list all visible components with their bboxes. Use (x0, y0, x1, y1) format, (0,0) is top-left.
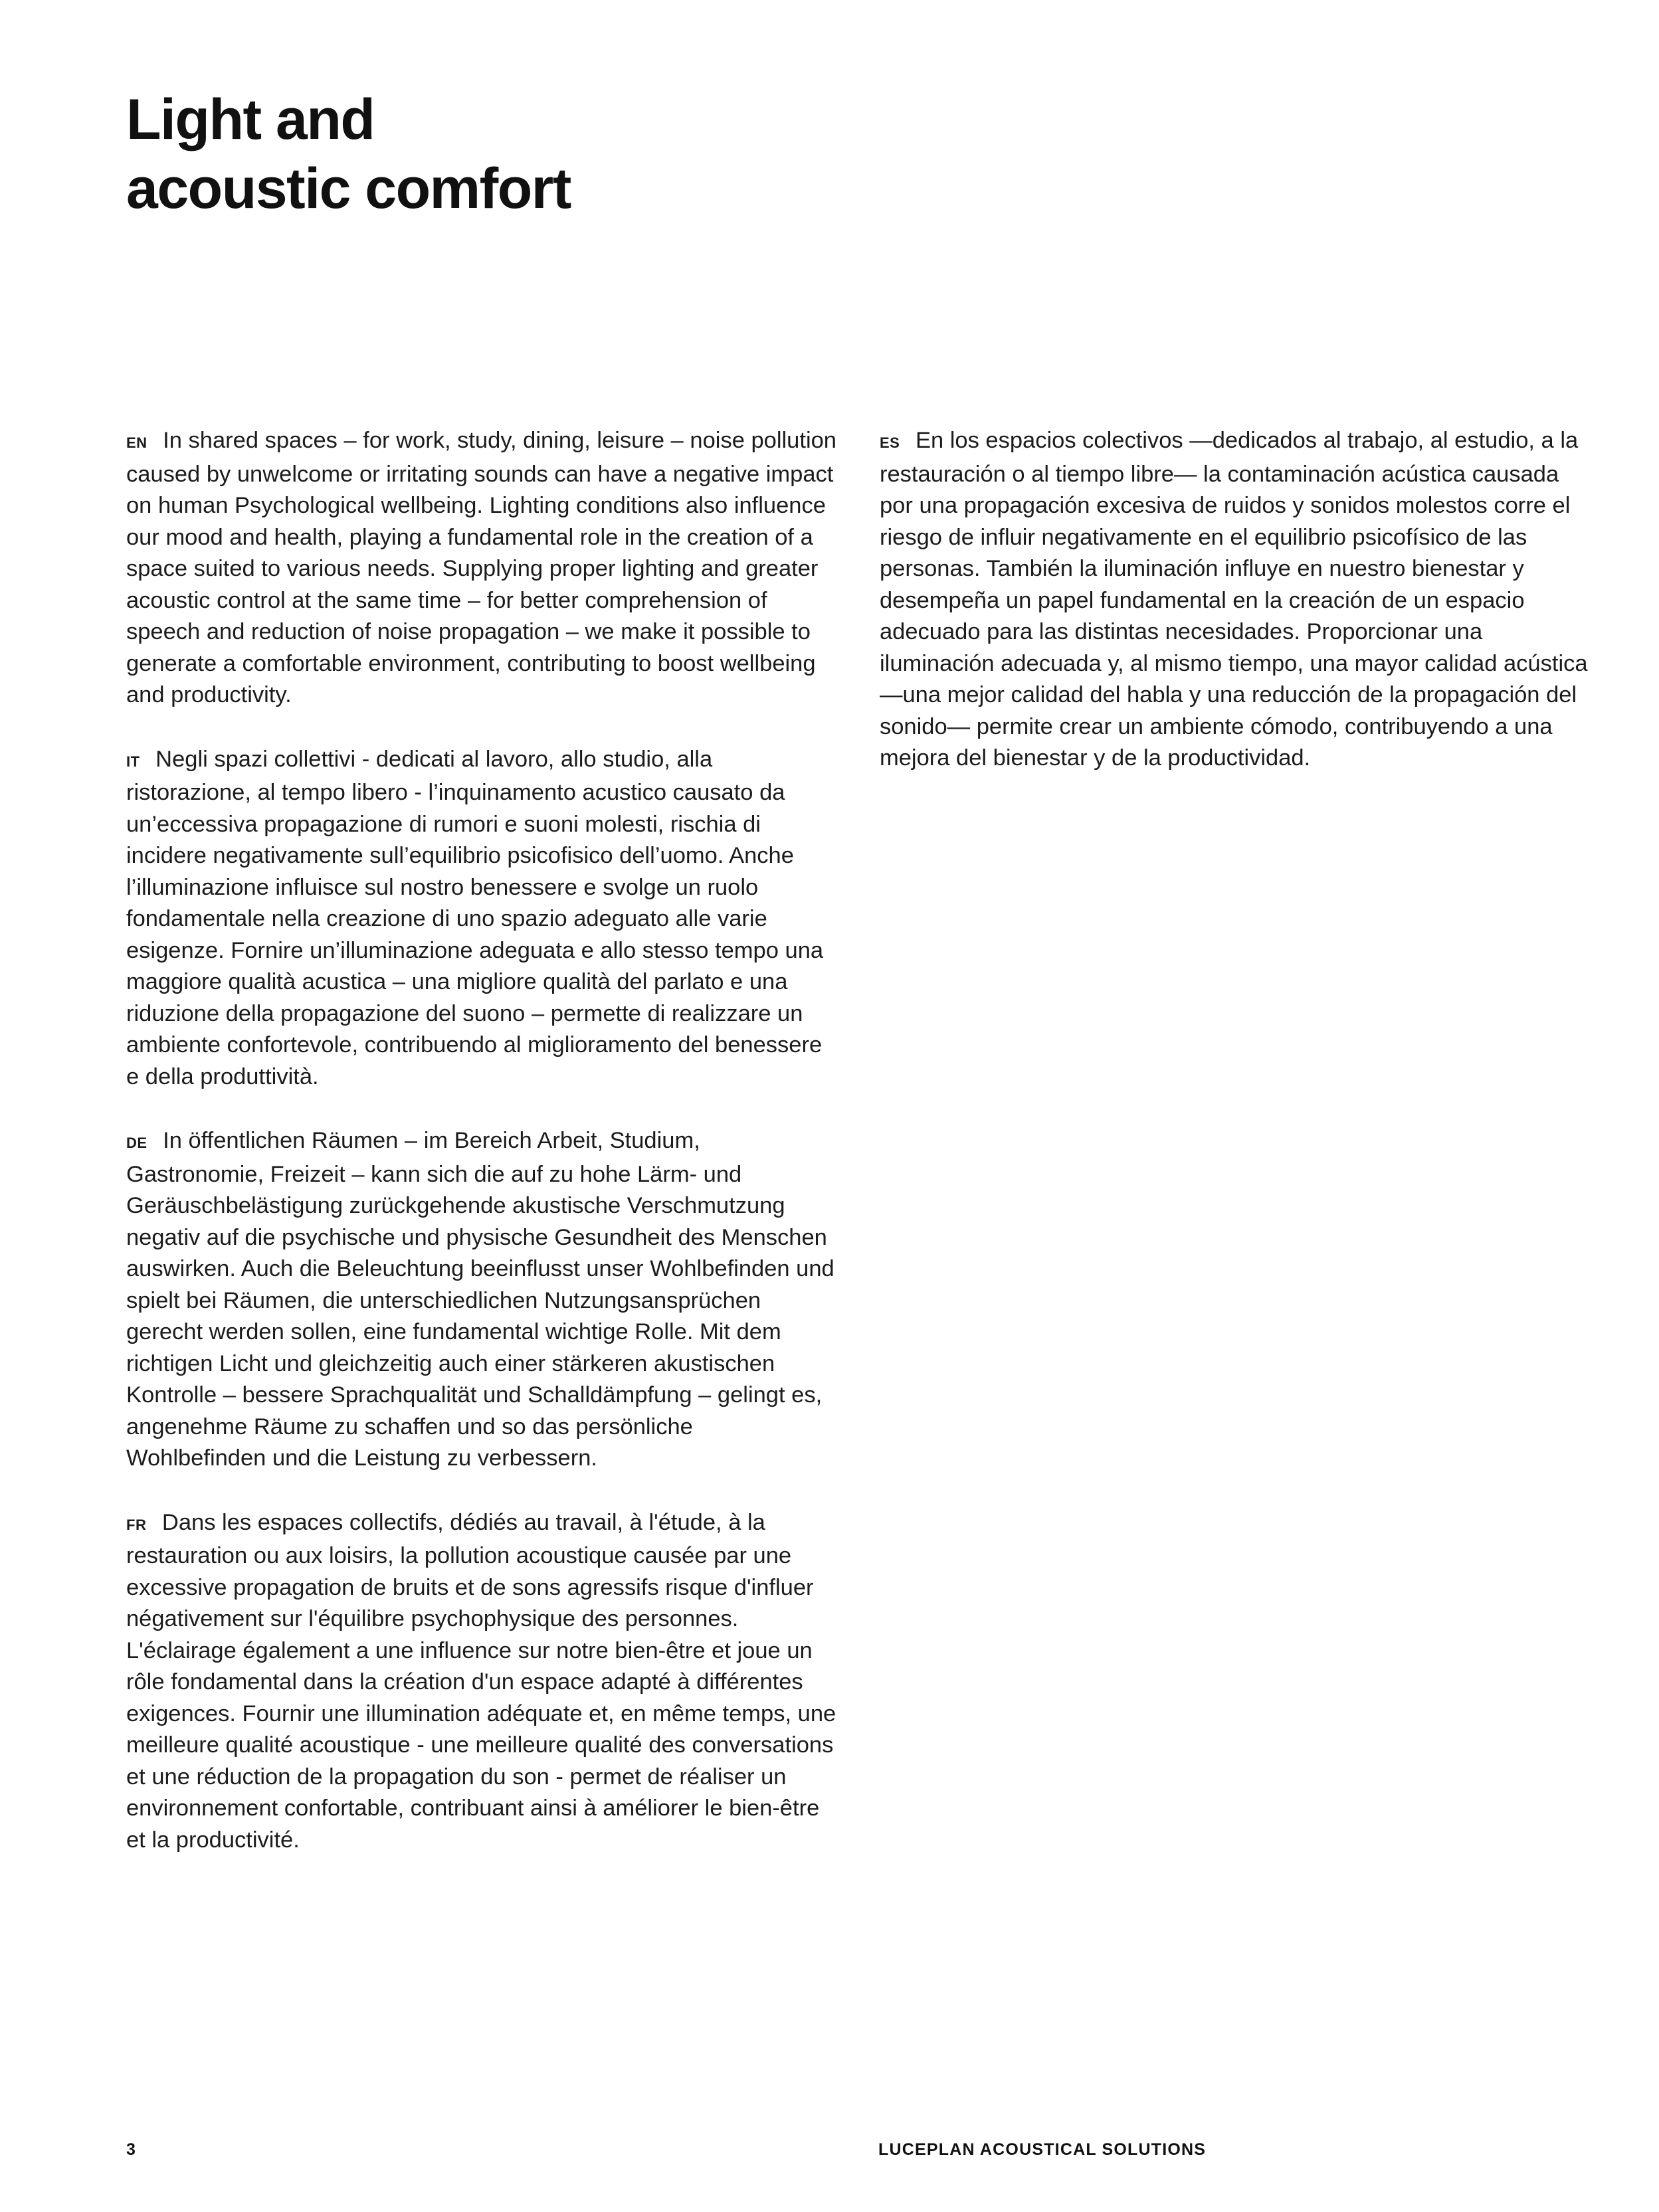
paragraph-it-text: Negli spazi collettivi - dedicati al lavoro, allo studio, alla ristorazione, al tempo libero - l’inquinamento acustico causato da un’eccessiva propagazione di rumori e suoni molesti, rischia di incidere negativamente sull’equilibrio psicofisico dell’uomo. Anche l’illuminazione influisce sul nostro benessere e svolge un ruolo fondamentale nella creazione di uno spazio adeguato alle varie esigenze. Fornire un’illuminazione adeguata e allo stesso tempo una maggiore qualità acustica – una migliore qualità del parlato e una riduzione della propagazione del suono – permette di realizzare un ambiente confortevole, contribuendo al miglioramento del benessere e della produttività. (126, 746, 824, 1089)
right-column (880, 425, 1592, 1889)
paragraph-it (126, 744, 838, 1093)
text-columns (126, 425, 1608, 1889)
paragraph-en-text: In shared spaces – for work, study, dining, leisure – noise pollution caused by unwelcome or irritating sounds can have a negative impact on human Psychological wellbeing. Lighting conditions also influence our mood and health, playing a fundamental role in the creation of a space suited to various needs. Supplying proper lighting and greater acoustic control at the same time – for better comprehension of speech and reduction of noise propagation – we make it possible to generate a comfortable environment, contributing to boost wellbeing and productivity. (126, 428, 836, 707)
language-label-de: DE (126, 1135, 147, 1151)
page-title (126, 85, 571, 223)
page-title-line-2: acoustic comfort (126, 157, 571, 221)
paragraph-de-text: In öffentlichen Räumen – im Bereich Arbeit, Studium, Gastronomie, Freizeit – kann sich die auf zu hohe Lärm- und Geräuschbelästigung zurückgehende akustische Verschmutzung negativ auf die psychische und physische Gesundheit des Menschen auswirken. Auch die Beleuchtung beeinflusst unser Wohlbefinden und spielt bei Räumen, die unterschiedlichen Nutzungsansprüchen gerecht werden sollen, eine fundamental wichtige Rolle. Mit dem richtigen Licht und gleichzeitig auch einer stärkeren akustischen Kontrolle – bessere Sprachqualität und Schalldämpfung – gelingt es, angenehme Räume zu schaffen und so das persönliche Wohlbefinden und die Leistung zu verbessern. (126, 1128, 834, 1471)
page-title-line-1: Light and (126, 88, 375, 151)
paragraph-fr (126, 1507, 838, 1857)
language-label-fr: FR (126, 1516, 147, 1533)
language-label-it: IT (126, 753, 140, 770)
footer-brand-text: LUCEPLAN ACOUSTICAL SOLUTIONS (878, 2140, 1207, 2159)
language-label-en: EN (126, 434, 147, 451)
paragraph-fr-text: Dans les espaces collectifs, dédiés au travail, à l'étude, à la restauration ou aux loisirs, la pollution acoustique causée par une excessive propagation de bruits et de sons agressifs risque d'influer négativement sur l'équilibre psychophysique des personnes. L'éclairage également a une influence sur notre bien-être et joue un rôle fondamental dans la création d'un espace adapté à différentes exigences. Fournir une illumination adéquate et, en même temps, une meilleure qualité acoustique - une meilleure qualité des conversations et une réduction de la propagation du son - permet de réaliser un environnement confortable, contribuant ainsi à améliorer le bien-être et la productivité. (126, 1509, 836, 1853)
paragraph-es (880, 425, 1592, 775)
paragraph-de (126, 1125, 838, 1475)
paragraph-en (126, 425, 838, 711)
page-number: 3 (126, 2140, 137, 2159)
paragraph-es-text: En los espacios colectivos —dedicados al trabajo, al estudio, a la restauración o al tiempo libre— la contaminación acústica causada por una propagación excesiva de ruidos y sonidos molestos corre el riesgo de influir negativamente en el equilibrio psicofísico de las personas. También la iluminación influye en nuestro bienestar y desempeña un papel fundamental en la creación de un espacio adecuado para las distintas necesidades. Proporcionar una iluminación adecuada y, al mismo tiempo, una mayor calidad acústica —una mejor calidad del habla y una reducción de la propagación del sonido— permite crear un ambiente cómodo, contribuyendo a una mejora del bienestar y de la productividad. (880, 428, 1588, 771)
left-column (126, 425, 838, 1889)
language-label-es: ES (880, 434, 900, 451)
